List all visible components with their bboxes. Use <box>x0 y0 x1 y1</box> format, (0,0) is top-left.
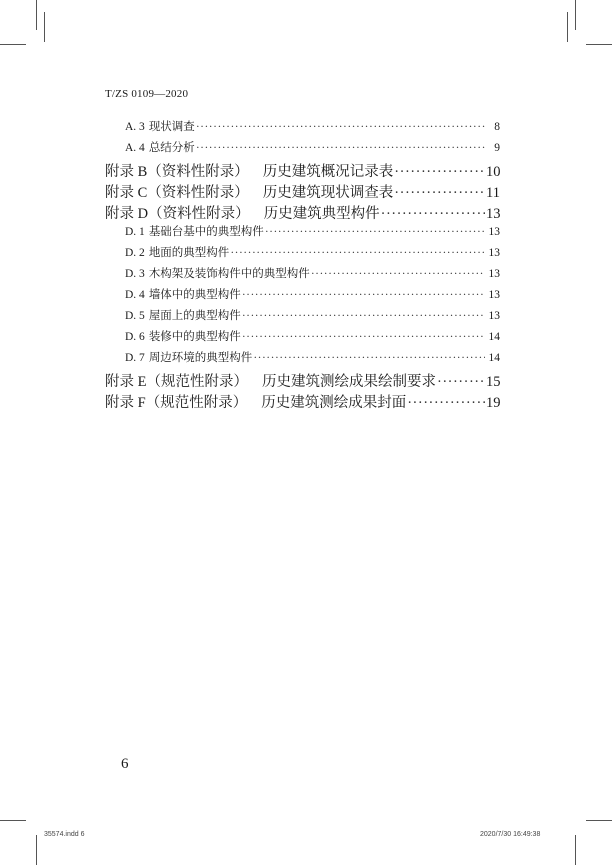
toc-dot-leader <box>242 310 485 322</box>
print-slug-timestamp: 2020/7/30 16:49:38 <box>480 831 541 838</box>
crop-mark <box>44 12 45 42</box>
toc-entry[interactable] <box>105 160 500 181</box>
toc-dot-leader <box>242 289 485 301</box>
toc-entry-title: 历史建筑测绘成果绘制要求 <box>261 374 436 390</box>
crop-mark <box>575 0 576 30</box>
toc-entry-number: D. 7 <box>125 352 145 364</box>
toc-dot-leader <box>394 185 485 202</box>
toc-page-number: 13 <box>488 247 500 259</box>
toc-dot-leader <box>230 247 485 259</box>
toc-entry-number: D. 3 <box>125 268 145 280</box>
crop-mark <box>567 12 568 42</box>
toc-page-number: 9 <box>494 142 500 154</box>
toc-entry-title: 地面的典型构件 <box>148 247 230 259</box>
toc-entry-title: 历史建筑概况记录表 <box>262 164 394 180</box>
toc-entry[interactable] <box>105 307 500 328</box>
crop-mark <box>0 44 26 45</box>
toc-dot-leader <box>196 142 485 154</box>
toc-dot-leader <box>253 352 485 364</box>
toc-entry[interactable] <box>105 202 500 223</box>
toc-page-number: 13 <box>488 289 500 301</box>
crop-mark <box>0 820 26 821</box>
toc-dot-leader <box>407 395 485 412</box>
toc-dot-leader <box>265 226 485 238</box>
toc-entry[interactable] <box>105 391 500 412</box>
toc-entry-title: 周边环境的典型构件 <box>148 352 253 364</box>
toc-page-number: 13 <box>488 310 500 322</box>
toc-entry-title: 木构架及装饰构件中的典型构件 <box>148 268 310 280</box>
toc-dot-leader <box>394 164 485 181</box>
toc-dot-leader <box>311 268 485 280</box>
toc-dot-leader <box>437 374 485 391</box>
standard-code: T/ZS 0109—2020 <box>105 88 189 100</box>
toc-entry-title: 历史建筑现状调查表 <box>262 185 394 201</box>
toc-entry-number: D. 1 <box>125 226 145 238</box>
toc-page-number: 11 <box>486 185 500 201</box>
toc-entry[interactable] <box>105 286 500 307</box>
toc-entry-title: 屋面上的典型构件 <box>148 310 241 322</box>
toc-page-number: 15 <box>486 374 501 390</box>
toc-entry-number: D. 2 <box>125 247 145 259</box>
toc-entry[interactable] <box>105 265 500 286</box>
toc-entry-number: A. 4 <box>125 142 145 154</box>
toc-appendix-label: 附录 C（资料性附录） <box>105 185 249 201</box>
toc-entry-number: D. 4 <box>125 289 145 301</box>
crop-mark <box>36 835 37 865</box>
toc-entry-title: 基础台基中的典型构件 <box>148 226 264 238</box>
toc-entry[interactable] <box>105 370 500 391</box>
toc-page-number: 19 <box>486 395 501 411</box>
toc-appendix-label: 附录 E（规范性附录） <box>105 374 248 390</box>
toc-page-number: 8 <box>494 121 500 133</box>
toc-page-number: 13 <box>486 206 501 222</box>
print-slug-file: 35574.indd 6 <box>44 831 85 838</box>
toc-page-number: 13 <box>488 226 500 238</box>
toc-entry-title: 总结分析 <box>148 142 195 154</box>
toc-entry-title: 历史建筑测绘成果封面 <box>261 395 407 411</box>
toc-entry-number: A. 3 <box>125 121 145 133</box>
crop-mark <box>586 820 612 821</box>
toc-entry[interactable] <box>105 181 500 202</box>
toc-appendix-label: 附录 F（规范性附录） <box>105 395 248 411</box>
crop-mark <box>36 0 37 30</box>
toc-page-number: 14 <box>488 331 500 343</box>
crop-mark <box>575 835 576 865</box>
crop-mark <box>586 44 612 45</box>
toc-appendix-label: 附录 D（资料性附录） <box>105 206 250 222</box>
toc-dot-leader <box>242 331 485 343</box>
toc-entry[interactable] <box>105 349 500 370</box>
toc-entry-title: 现状调查 <box>148 121 195 133</box>
toc-entry[interactable] <box>105 223 500 244</box>
toc-entry-title: 墙体中的典型构件 <box>148 289 241 301</box>
toc-dot-leader <box>196 121 485 133</box>
toc-entry-title: 装修中的典型构件 <box>148 331 241 343</box>
toc-appendix-label: 附录 B（资料性附录） <box>105 164 249 180</box>
table-of-contents <box>105 118 500 412</box>
toc-page-number: 10 <box>486 164 501 180</box>
toc-entry-title: 历史建筑典型构件 <box>263 206 380 222</box>
toc-entry[interactable] <box>105 244 500 265</box>
toc-entry[interactable] <box>105 328 500 349</box>
toc-dot-leader <box>381 206 485 223</box>
toc-entry-number: D. 6 <box>125 331 145 343</box>
toc-page-number: 13 <box>488 268 500 280</box>
toc-entry-number: D. 5 <box>125 310 145 322</box>
toc-page-number: 14 <box>488 352 500 364</box>
toc-entry[interactable] <box>105 118 500 139</box>
page-number: 6 <box>121 756 129 772</box>
toc-entry[interactable] <box>105 139 500 160</box>
